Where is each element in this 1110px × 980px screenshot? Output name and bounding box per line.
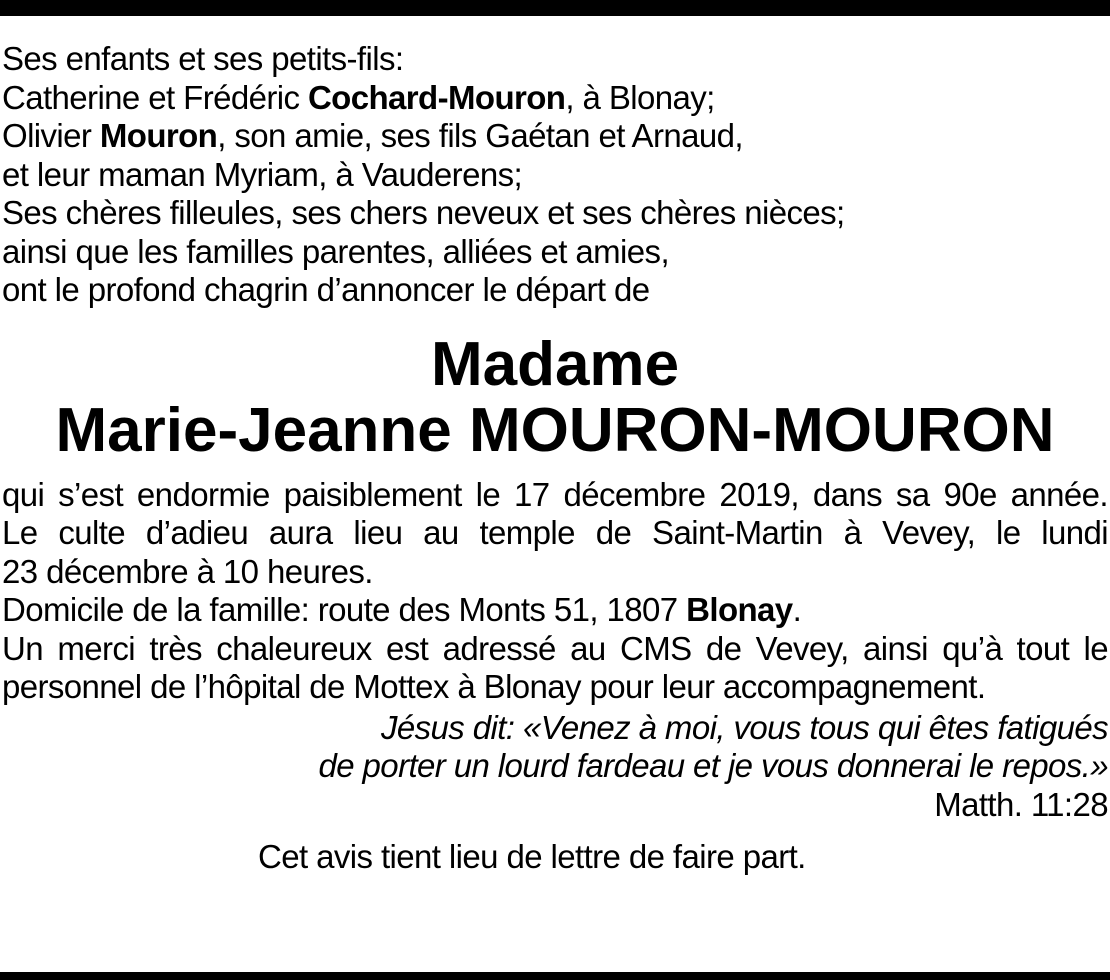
details-text: Domicile de la famille: route des Monts 51, 1807: [2, 591, 687, 628]
details-line: Un merci très chaleureux est adressé au CMS de Vevey, ainsi qu’à tout le: [2, 629, 1108, 667]
deceased-name: Marie-Jeanne MOURON-MOURON: [55, 395, 1055, 465]
intro-text: Catherine et Frédéric: [2, 78, 308, 116]
bottom-rule: [0, 972, 1110, 980]
intro-text: , son amie, ses fils Gaétan et Arnaud,: [217, 117, 743, 154]
intro-line: ainsi que les familles parentes, alliées et amies,: [2, 232, 670, 270]
closing-note: Cet avis tient lieu de lettre de faire part.: [258, 838, 806, 875]
bible-verse-line: Jésus dit: «Venez à moi, vous tous qui êtes fatigués: [380, 708, 1108, 746]
intro-line: ont le profond chagrin d’annoncer le départ de: [2, 271, 650, 308]
verse-reference: Matth. 11:28: [934, 785, 1108, 823]
family-name: Mouron: [99, 117, 218, 154]
details-line: qui s’est endormie paisiblement le 17 décembre 2019, dans sa 90e année.: [2, 475, 1108, 513]
bible-verse-line: de porter un lourd fardeau et je vous donnerai le repos.»: [318, 747, 1108, 784]
intro-line: Ses enfants et ses petits-fils:: [2, 40, 404, 77]
domicile-town: Blonay: [686, 591, 793, 628]
details-line: Le culte d’adieu aura lieu au temple de Saint-Martin à Vevey, le lundi: [2, 514, 1108, 551]
top-rule: [0, 0, 1110, 16]
intro-text: Olivier: [2, 117, 100, 154]
intro-text: , à Blonay;: [565, 78, 715, 116]
details-line: personnel de l’hôpital de Mottex à Blonay pour leur accompagnement.: [2, 668, 986, 705]
details-text: .: [792, 591, 802, 628]
intro-line: et leur maman Myriam, à Vauderens;: [2, 155, 523, 193]
details-line: 23 décembre à 10 heures.: [2, 552, 373, 590]
deceased-name-block: [2, 329, 1108, 465]
obituary-notice: [2, 40, 1108, 877]
details-line: [2, 591, 1108, 630]
family-name: Cochard-Mouron: [307, 78, 566, 116]
intro-line: Ses chères filleules, ses chers neveux et ses chères nièces;: [2, 194, 845, 231]
intro-line: [2, 79, 1108, 118]
intro-line: [2, 117, 1108, 156]
deceased-title: Madame: [430, 329, 680, 399]
